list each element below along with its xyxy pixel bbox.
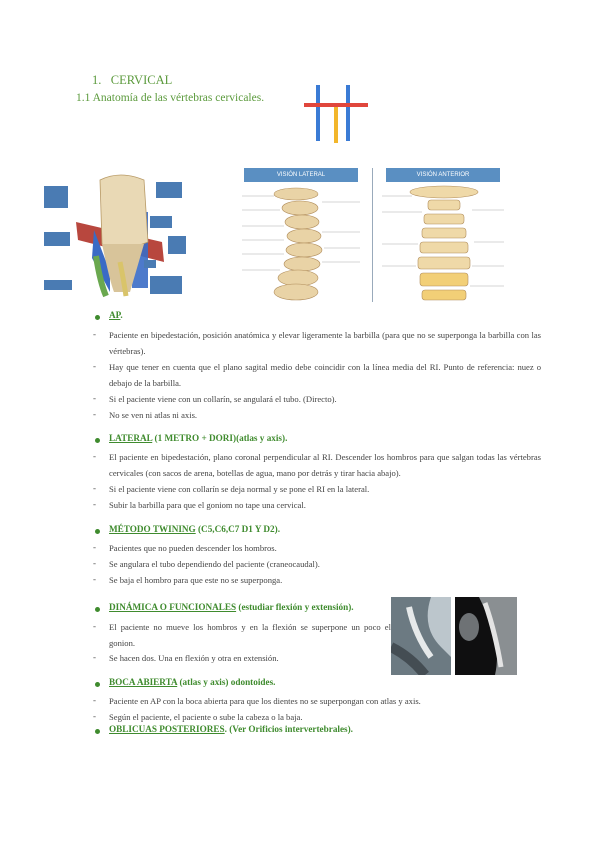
section-title-suffix: . (Ver Orificios intervertebrales).	[224, 724, 353, 734]
diagram-tag	[150, 216, 172, 228]
list-dash: -	[93, 542, 96, 552]
section-title-suffix: (atlas y axis) odontoides.	[177, 677, 276, 687]
diagram-tag	[44, 280, 72, 290]
lateral-view-title: VISIÓN LATERAL	[244, 168, 358, 182]
list-item: Si el paciente viene con un collarín, se angulará el tubo. (Directo).	[109, 394, 337, 404]
list-item: No se ven ni atlas ni axis.	[109, 410, 198, 420]
section-title	[109, 310, 123, 320]
section-title-underlined: AP	[109, 310, 121, 320]
list-dash: -	[93, 558, 96, 568]
list-dash: -	[93, 499, 96, 509]
diagram-tag	[44, 186, 68, 208]
bullet-dot	[95, 607, 100, 612]
section-title-underlined: MÉTODO TWINING	[109, 524, 196, 534]
diagram-tag	[150, 276, 182, 294]
list-dash: -	[93, 695, 96, 705]
vertebra-diagram	[44, 172, 186, 300]
spine-lateral-figure	[236, 168, 366, 302]
bullet-dot	[95, 682, 100, 687]
list-item: Se hacen dos. Una en flexión y otra en extensión.	[109, 653, 279, 663]
section-heading: 1. CERVICAL	[92, 73, 173, 87]
list-dash: -	[93, 652, 96, 662]
diagram-tag	[156, 182, 182, 198]
list-item: Paciente en AP con la boca abierta para que los dientes no se superpongan con atlas y axis.	[109, 696, 421, 706]
spine-anterior-figure	[378, 168, 508, 302]
list-dash: -	[93, 329, 96, 339]
section-title	[109, 602, 354, 612]
list-item: Si el paciente viene con collarín se deja normal y se pone el RI en la lateral.	[109, 484, 370, 494]
section-title	[109, 677, 275, 687]
subsection-heading: 1.1 Anatomía de las vértebras cervicales.	[76, 92, 265, 104]
list-item: El paciente no mueve los hombros y en la flexión se superpone un poco el gonion.	[109, 622, 391, 648]
section-title-underlined: LATERAL	[109, 433, 153, 443]
diagram-tag	[144, 260, 156, 268]
list-item: Subir la barbilla para que el goniom no tape una cervical.	[109, 500, 306, 510]
section-title	[109, 724, 353, 734]
list-item: Paciente en bipedestación, posición anatómica y elevar ligeramente la barbilla (para que no se superponga la barbilla con las vértebras).	[109, 330, 541, 356]
bullet-dot	[95, 438, 100, 443]
section-title-suffix: .	[120, 310, 123, 320]
list-dash: -	[93, 393, 96, 403]
list-dash: -	[93, 574, 96, 584]
list-dash: -	[93, 361, 96, 371]
list-item: El paciente en bipedestación, plano coronal perpendicular al RI. Descender los hombros para que salgan todas las vértebras cervicales (con sacos de arena, botellas de agua, mano por detrás y tirar hacia abajo).	[109, 452, 541, 478]
section-title-underlined: DINÁMICA O FUNCIONALES	[109, 602, 237, 612]
figure-divider	[372, 168, 373, 302]
list-item: Pacientes que no pueden descender los hombros.	[109, 543, 277, 553]
list-item: Se baja el hombro para que este no se superponga.	[109, 575, 283, 585]
section-title-underlined: OBLICUAS POSTERIORES	[109, 724, 225, 734]
section-title-suffix: (1 METRO + DORI)(atlas y axis).	[152, 433, 288, 443]
list-dash: -	[93, 621, 96, 631]
bullet-dot	[95, 729, 100, 734]
section-title-suffix: (C5,C6,C7 D1 Y D2).	[195, 524, 280, 534]
diagram-tag	[44, 232, 70, 246]
list-dash: -	[93, 711, 96, 721]
xray-extension-image	[455, 597, 517, 675]
list-item: Según el paciente, el paciente o sube la cabeza o la baja.	[109, 712, 303, 722]
xray-flexion-image	[391, 597, 451, 675]
anterior-view-title: VISIÓN ANTERIOR	[386, 168, 500, 182]
list-dash: -	[93, 409, 96, 419]
section-title-underlined: BOCA ABIERTA	[109, 677, 178, 687]
section-title	[109, 433, 287, 443]
list-item: Se angulara el tubo dependiendo del paciente (craneocaudal).	[109, 559, 320, 569]
list-dash: -	[93, 483, 96, 493]
section-title-suffix: (estudiar flexión y extensión).	[236, 602, 354, 612]
cross-logo	[300, 79, 372, 147]
diagram-tag	[168, 236, 186, 254]
bullet-dot	[95, 315, 100, 320]
bullet-dot	[95, 529, 100, 534]
section-title	[109, 524, 280, 534]
list-item: Hay que tener en cuenta que el plano sagital medio debe coincidir con la línea media del RI. Punto de referencia: nuez o debajo de la barbilla.	[109, 362, 541, 388]
list-dash: -	[93, 451, 96, 461]
